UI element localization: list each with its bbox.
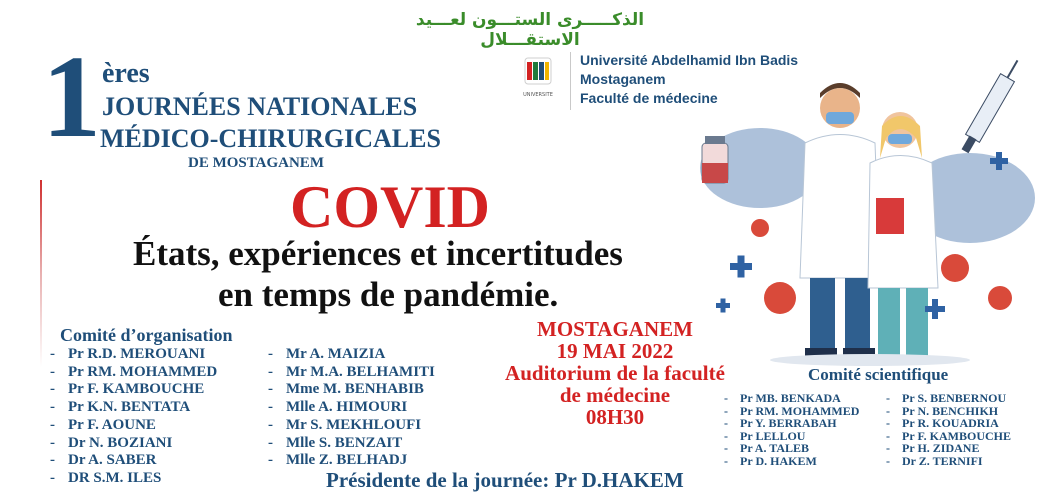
list-item: - Pr S. BENBERNOU [886,391,1007,405]
president-line [326,468,684,493]
topic-subtitle-line2: en temps de pandémie. [218,275,559,314]
list-item: - Dr A. SABER [50,452,157,469]
list-item: - Pr RM. MOHAMMED [724,403,860,418]
event-details [480,318,750,428]
list-item: - Pr N. BENCHIKH [886,403,999,418]
event-title-line2: MÉDICO-CHIRURGICALES [100,124,441,153]
event-title-line1: JOURNÉES NATIONALES [102,92,418,121]
list-item: - Mr A. MAIZIA [268,346,386,362]
anniversary-arabic-text: الذكـــــرى الستـــون لعـــيد الاستقـــلال [415,10,645,50]
list-item: - Pr F. KAMBOUCHE [50,381,205,398]
event-date: 19 MAI 2022 [556,339,674,363]
president-label: Présidente de la journée: [326,468,550,492]
list-item: - Pr R. KOUADRIA [886,416,999,430]
organizing-committee-column1 [50,346,217,488]
topic-subtitle-line1: États, expériences et incertitudes [133,234,623,273]
organizing-committee-title: Comité d’organisation [60,325,233,345]
event-venue-line2: de médecine [559,383,671,407]
scientific-committee-title: Comité scientifique [808,365,949,384]
doctors-illustration [700,48,1040,368]
university-name: Université Abdelhamid Ibn Badis [580,52,799,68]
event-title-line3: DE MOSTAGANEM [188,155,324,171]
list-item: - Mlle S. BENZAIT [268,434,403,451]
topic-title: COVID [290,174,491,240]
president-name: Pr D.HAKEM [554,468,684,492]
list-item: - Mme M. BENHABIB [268,381,424,398]
list-item: - Pr Y. BERRABAH [724,416,837,430]
organizing-committee-column2 [268,346,435,470]
logo-caption: UNIVERSITE [523,92,553,98]
list-item: - Dr N. BOZIANI [50,434,173,451]
edition-suffix: ères [102,58,150,89]
list-item: - Pr F. AOUNE [50,416,156,433]
list-item: - Pr D. HAKEM [724,453,817,468]
decorative-left-rule [40,180,42,492]
university-city: Mostaganem [580,71,666,87]
list-item: - Pr A. TALEB [724,441,810,455]
list-item: - Pr F. KAMBOUCHE [886,428,1012,443]
syringe-icon [958,56,1024,155]
university-divider [570,52,571,110]
vial-icon [702,136,728,183]
list-item: - Mr S. MEKHLOUFI [268,416,422,433]
scientific-committee-column1 [724,392,859,467]
edition-number: 1 [42,31,101,162]
list-item: - Pr R.D. MEROUANI [50,346,206,362]
list-item: - Pr H. ZIDANE [886,441,980,455]
list-item: - Mlle A. HIMOURI [268,399,408,416]
list-item: - DR S.M. ILES [50,469,162,486]
list-item: - Pr RM. MOHAMMED [50,363,218,380]
university-faculty: Faculté de médecine [580,90,718,106]
list-item: - Pr K.N. BENTATA [50,399,191,416]
list-item: - Dr Z. TERNIFI [886,453,983,468]
list-item: - Pr LELLOU [724,428,806,443]
list-item: - Mr M.A. BELHAMITI [268,363,435,380]
event-city: MOSTAGANEM [537,317,693,341]
event-venue-line1: Auditorium de la faculté [505,361,725,385]
list-item: - Mlle Z. BELHADJ [268,452,408,469]
event-time: 08H30 [585,405,645,429]
list-item: - Pr MB. BENKADA [724,391,841,405]
scientific-committee-column2 [886,392,1011,467]
